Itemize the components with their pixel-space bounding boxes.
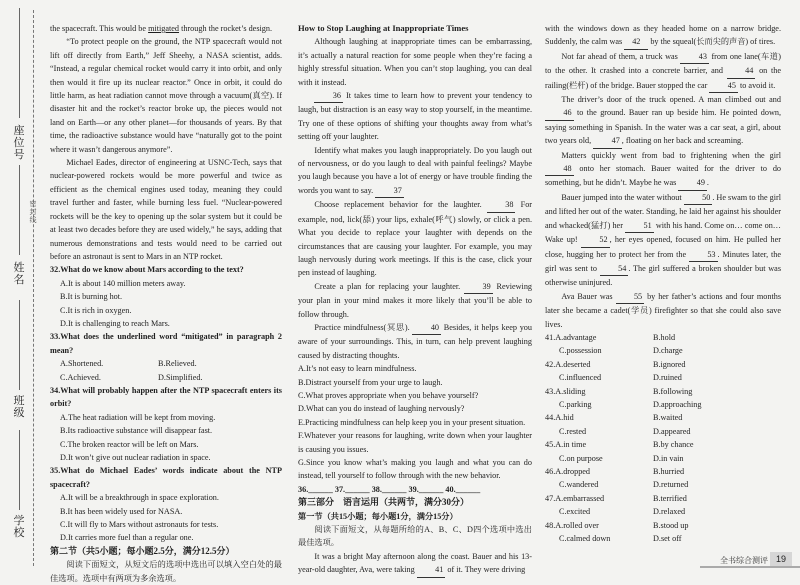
- choice: C.rested: [559, 426, 587, 436]
- blank-40[interactable]: 40: [412, 321, 441, 335]
- choice: 46.A.dropped: [545, 467, 591, 476]
- choice: C.wandered: [559, 480, 599, 490]
- blank-43[interactable]: 43: [680, 50, 709, 64]
- blank-55[interactable]: 55: [616, 290, 645, 304]
- seal-line: [33, 10, 34, 566]
- choice: C.influenced: [559, 373, 602, 383]
- option: D.Simplified.: [158, 372, 203, 382]
- choice: D.relaxed: [653, 507, 686, 517]
- instructions: 阅读下面短文，从每题所给的A、B、C、D四个选项中选出最佳选项。: [298, 525, 532, 548]
- seat-label: 座位号: [13, 125, 25, 161]
- choice: D.returned: [653, 480, 689, 490]
- option: C.Achieved.: [60, 372, 101, 382]
- choice: 41.A.advantage: [545, 332, 597, 342]
- instructions: 阅读下面短文，从短文后的选项中选出可以填入空白处的最佳选项。选项中有两项为多余选项。: [50, 560, 282, 583]
- choice-grid: [545, 331, 781, 546]
- answer-blanks: 36.______ 37.______ 38.______ 39.______ 40.______: [298, 484, 481, 494]
- paragraph: Identify what makes you laugh inappropriately. Do you laugh out of nervousness, or do you laugh to deal with painful feelings? Maybe you laugh because you have a lot of energy or have trouble finding the words you want to say. 37: [298, 144, 532, 199]
- passage-title: How to Stop Laughing at Inappropriate Times: [298, 23, 469, 33]
- option: B.It has been widely used for NASA.: [60, 506, 183, 516]
- blank-50[interactable]: 50: [684, 191, 713, 205]
- blank-48[interactable]: 48: [545, 162, 574, 176]
- choice: 43.A.sliding: [545, 386, 586, 396]
- blank-49[interactable]: 49: [678, 176, 707, 190]
- option: A.Shortened.: [60, 359, 104, 369]
- option: B.Distract yourself from your urge to laugh.: [298, 377, 443, 387]
- paragraph: the spacecraft. This would be mitigated through the rocket’s design.: [50, 24, 273, 33]
- paragraph: Not far ahead of them, a truck was 43 from one lane(车道) to the other. It crashed into a concrete barrier, and 44 on the railing(栏杆) of the bridge. Bauer stopped the car 45 to avoid it.: [545, 50, 781, 93]
- choice: B.hold: [653, 332, 676, 342]
- choice: 44.A.hid: [545, 413, 574, 423]
- blank-38[interactable]: 38: [487, 198, 516, 212]
- binding-margin: [0, 0, 40, 576]
- choice: B.stood up: [653, 520, 689, 530]
- seal-text: 密封线: [29, 200, 37, 224]
- class-label: 班级: [13, 395, 25, 419]
- blank-47[interactable]: 47: [593, 134, 622, 148]
- paragraph: Choose replacement behavior for the laughter. 38 For example, nod, lick(舔) your lips, exhale(呼气) slowly, or click a pen. What you decide to replace your laughter with depends on the circumstances that are causing your laughter. For example, you may laugh nervously during work meetings. If this is the case, click your pen instead of laughing.: [298, 200, 533, 278]
- choice: C.calmed down: [559, 534, 611, 544]
- option: G.Since you know what’s making you laugh and what you can do instead, tell yourself to follow through with the new behavior.: [298, 458, 532, 481]
- choice: C.on purpose: [559, 453, 603, 463]
- choice: D.ruined: [653, 373, 682, 383]
- choice: B.hurried: [653, 467, 685, 476]
- column-3: [545, 22, 781, 545]
- option: D.It carries more fuel than a regular one.: [60, 533, 194, 543]
- question-33: 33.What does the underlined word “mitigated” in paragraph 2 mean?: [50, 332, 282, 355]
- choice: D.in vain: [653, 453, 684, 463]
- option: A.It’s not easy to learn mindfulness.: [298, 364, 417, 374]
- paragraph: Bauer jumped into the water without 50 . He swam to the girl and lifted her out of the water. Standing, he laid her against his shoulder and whacked(猛打) her 51 with his hand. Come on… come on… Wake up! 52 , her eyes opened, focused on him. He pulled her close, hugging her to protect her from the 53 . Minutes later, the girl was sent to 54 . The girl suffered a broken shoulder but was otherwise uninjured.: [545, 192, 782, 288]
- class-line-top: [19, 300, 20, 390]
- school-line-top: [19, 430, 20, 510]
- name-line-top: [19, 165, 20, 255]
- choice: B.by chance: [653, 440, 694, 450]
- choice: 47.A.embarrassed: [545, 493, 605, 503]
- paragraph: Although laughing at inappropriate times can be embarrassing, it’s actually a natural reaction for some people when they’re facing a highly stressful situation. When you can’t stop laughing, you can deal with it instead.: [298, 37, 532, 87]
- blank-46[interactable]: 46: [545, 106, 574, 120]
- option: D.What can you do instead of laughing nervously?: [298, 404, 465, 414]
- section-heading: 第二节（共5小题；每小题2.5分，满分12.5分）: [50, 545, 235, 556]
- name-label: 姓名: [13, 262, 25, 286]
- choice: B.waited: [653, 413, 683, 423]
- choice: 45.A.in time: [545, 440, 587, 450]
- blank-53[interactable]: 53: [689, 248, 718, 262]
- question-32: 32.What do we know about Mars according to the text?: [50, 265, 244, 275]
- school-label: 学校: [13, 515, 25, 539]
- paragraph: Matters quickly went from bad to frightening when the girl 48 onto her stomach. Bauer waited for the driver to do something, but he didn’t. Maybe he was 49 .: [545, 149, 781, 191]
- choice: D.appeared: [653, 426, 691, 436]
- option: D.It is challenging to reach Mars.: [60, 318, 170, 328]
- option: B.Relieved.: [158, 359, 197, 369]
- option: E.Practicing mindfulness can help keep you in your present situation.: [298, 417, 526, 427]
- choice: C.excited: [559, 507, 591, 517]
- question-35: 35.What do Michael Eades’ words indicate about the NTP spacecraft?: [50, 466, 282, 489]
- footer-bar: [700, 566, 800, 568]
- column-2: [298, 22, 532, 578]
- paragraph: The driver’s door of the truck opened. A man climbed out and 46 to the ground. Bauer ran up beside him. He pointed down, saying something in Spanish. In the water was a car seat, a girl, about two years old, 47 , floating on her back and screaming.: [545, 93, 781, 149]
- choice: D.set off: [653, 534, 682, 544]
- question-34: 34.What will probably happen after the NTP spacecraft enters its orbit?: [50, 385, 282, 409]
- choice: D.approaching: [653, 399, 702, 409]
- blank-36[interactable]: 36: [314, 89, 343, 103]
- blank-45[interactable]: 45: [709, 79, 738, 93]
- blank-39[interactable]: 39: [464, 280, 493, 294]
- choice: 42.A.deserted: [545, 359, 591, 369]
- choice: B.following: [653, 386, 693, 396]
- option: C.It is rich in oxygen.: [60, 305, 132, 315]
- part-heading: 第三部分 语言运用（共两节，满分30分）: [298, 497, 470, 508]
- option: A.It will be a breakthrough in space exploration.: [60, 493, 219, 503]
- option: C.It will fly to Mars without astronauts for tests.: [60, 520, 219, 530]
- choice: C.parking: [559, 399, 592, 409]
- option: A.The heat radiation will be kept from moving.: [60, 412, 216, 422]
- blank-52[interactable]: 52: [581, 233, 610, 247]
- blank-54[interactable]: 54: [600, 262, 629, 276]
- blank-44[interactable]: 44: [727, 64, 756, 78]
- section-heading: 第一节（共15小题；每小题1分，满分15分）: [298, 511, 458, 521]
- option: C.What proves appropriate when you behave yourself?: [298, 390, 479, 400]
- page-number: 19: [770, 552, 792, 566]
- paragraph: Ava Bauer was 55 by her father’s actions and four months later she became a cadet(学员) firefighter so that she could also save lives.: [545, 291, 782, 329]
- choice: 48.A.rolled over: [545, 520, 599, 530]
- paragraph: “To protect people on the ground, the NTP spacecraft would not lift off directly from Earth,” Jeff Sheehy, a NASA scientist, adds. “Instead, a regular chemical rocket would carry it into orbit, and only then would it fire up its nuclear reactor.” Once in orbit, it could do little harm, as heat radiation cannot move through a vacuum(真空). If disaster hit and the rocket’s reactor broke up, the pieces would not land on Earth—or any other planet—for thousands of years. By that time, the radioactive substance would have “naturally got to the point where it wasn’t dangerous anymore”.: [50, 37, 282, 154]
- choice: B.ignored: [653, 359, 686, 369]
- blank-51[interactable]: 51: [625, 219, 654, 233]
- choice: C.possession: [559, 346, 602, 356]
- option: D.It won’t give out nuclear radiation in space.: [60, 453, 211, 462]
- column-1: [50, 22, 282, 585]
- seat-line: [19, 8, 20, 118]
- choice: B.terrified: [653, 493, 687, 503]
- paragraph: 36 It takes time to learn how to prevent your tendency to laugh, but distraction is an easy way to stop yourself, in the meantime. Try one of these options of shifting your thoughts away from what’s setting off your laughter.: [298, 91, 532, 142]
- option: B.It is burning hot.: [60, 292, 123, 302]
- paragraph: Practice mindfulness(冥思). 40 Besides, it helps keep you aware of your surroundings. This, in turn, can help prevent laughing caused by distracting thoughts.: [298, 322, 532, 360]
- option: A.It is about 140 million meters away.: [60, 278, 186, 288]
- option: B.Its radioactive substance will disappear fast.: [60, 426, 213, 436]
- option: C.The broken reactor will be left on Mars.: [60, 439, 199, 449]
- option: F.Whatever your reasons for laughing, write down when your laughter is causing you issues.: [298, 431, 532, 454]
- footer-label: 全书综合测评: [720, 556, 768, 565]
- blank-37[interactable]: 37: [375, 184, 404, 198]
- paragraph: Create a plan for replacing your laughter. 39 Reviewing your plan in your mind makes it more likely that you’ll be able to follow through.: [298, 281, 533, 319]
- choice: D.charge: [653, 346, 683, 356]
- paragraph: with the windows down as they headed home on a narrow bridge. Suddenly, the calm was 42 by the squeal(长而尖的声音) of tires.: [545, 22, 781, 50]
- blank-42[interactable]: 42: [624, 35, 648, 49]
- blank-41[interactable]: 41: [417, 563, 446, 577]
- paragraph: It was a bright May afternoon along the coast. Bauer and his 13-year-old daughter, Ava, were taking 41 of it. They were driving: [298, 550, 532, 578]
- paragraph: Michael Eades, director of engineering at USNC-Tech, says that nuclear-powered rockets would be more powerful and twice as efficient as the chemical engines used today, meaning they could travel further and faster, while burning less fuel. “Nuclear-powered rockets will be the key to opening up the solar system but it could be at least two decades before they are used widely,” he says, adding that numerous demonstrations and tests would need to be carried out before an astronaut is sent to Mars in an NTP rocket.: [50, 158, 282, 261]
